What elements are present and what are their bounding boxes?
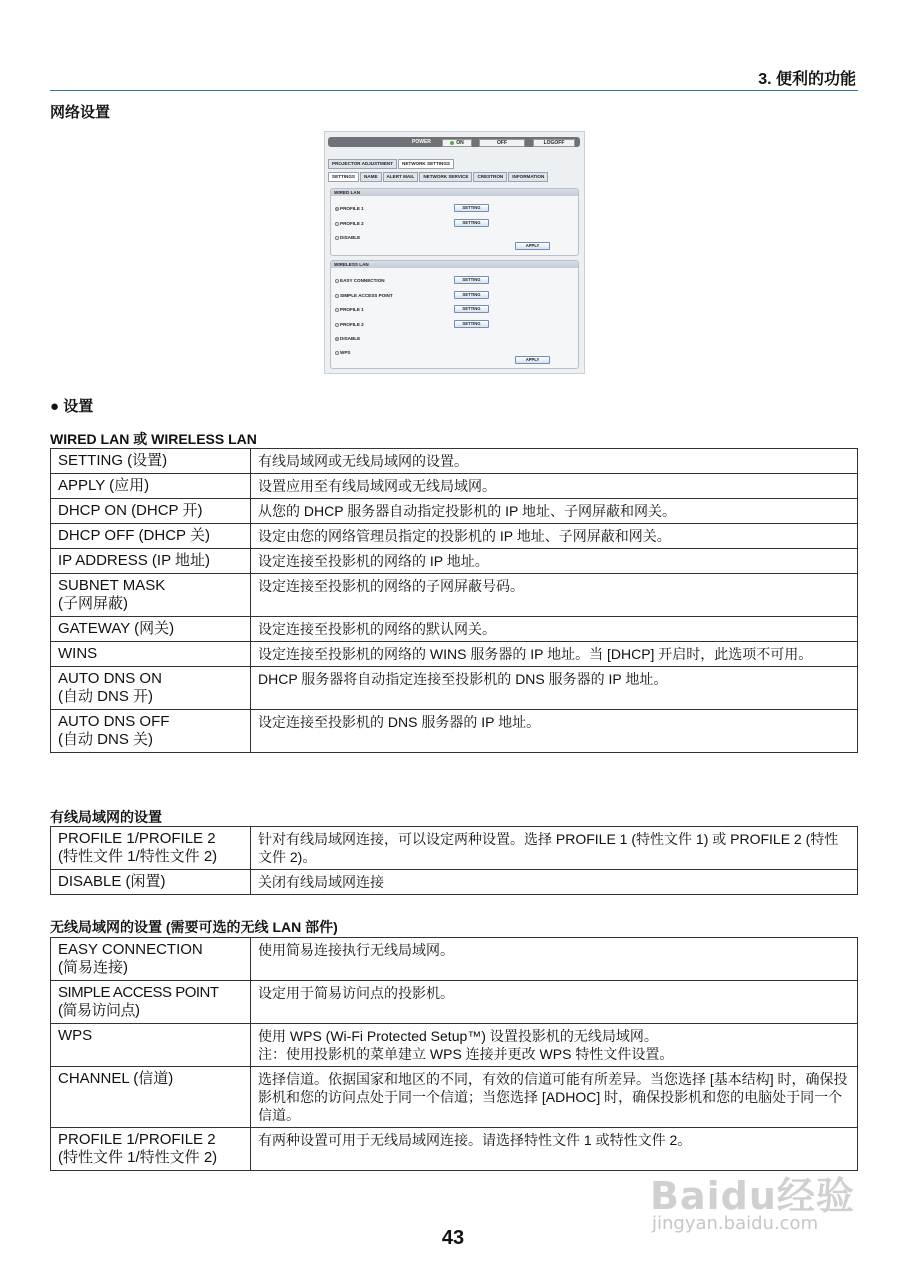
term-cell: APPLY (应用)	[51, 474, 251, 499]
table-row	[51, 710, 858, 753]
wireless-settings-table	[50, 937, 858, 1171]
power-label: POWER	[412, 139, 431, 145]
table-row	[51, 574, 858, 617]
power-off-button[interactable]: OFF	[479, 139, 525, 147]
wireless-profile1-radio[interactable]: PROFILE 1	[335, 307, 364, 312]
tab-projector-adjustment[interactable]: PROJECTOR ADJUSTMENT	[328, 159, 397, 169]
watermark-url: jingyan.baidu.com	[652, 1213, 819, 1234]
wireless-lan-title: WIRELESS LAN	[331, 261, 578, 268]
desc-cell: 设定连接至投影机的网络的 WINS 服务器的 IP 地址。当 [DHCP] 开启时，此选项不可用。	[251, 642, 858, 667]
wired-profile2-radio[interactable]: PROFILE 2	[335, 221, 364, 226]
tab-alert-mail[interactable]: ALERT MAIL	[383, 172, 419, 182]
wireless-easy-setting-button[interactable]: SETTING	[454, 276, 489, 284]
table-row	[51, 549, 858, 574]
watermark-logo: Baidu经验	[650, 1174, 855, 1218]
term-cell: DHCP ON (DHCP 开)	[51, 499, 251, 524]
desc-cell: 有线局域网或无线局域网的设置。	[251, 449, 858, 474]
radio-icon	[335, 308, 339, 312]
tab-network-settings[interactable]: NETWORK SETTINGS	[398, 159, 454, 169]
table-row	[51, 617, 858, 642]
wired-or-wireless-table	[50, 448, 858, 753]
desc-cell: 设定由您的网络管理员指定的投影机的 IP 地址、子网屏蔽和网关。	[251, 524, 858, 549]
radio-icon	[335, 222, 339, 226]
desc-cell: 使用 WPS (Wi-Fi Protected Setup™) 设置投影机的无线局域网。 注：使用投影机的菜单建立 WPS 连接并更改 WPS 特性文件设置。	[251, 1024, 858, 1067]
table-row	[51, 449, 858, 474]
desc-cell: 设定连接至投影机的 DNS 服务器的 IP 地址。	[251, 710, 858, 753]
term-cell: AUTO DNS OFF (自动 DNS 关)	[51, 710, 251, 753]
term-cell: CHANNEL (信道)	[51, 1067, 251, 1128]
term-cell: DISABLE (闲置)	[51, 870, 251, 895]
section-title-wireless-settings: 无线局域网的设置 (需要可选的无线 LAN 部件)	[50, 919, 338, 935]
radio-icon	[335, 279, 339, 283]
watermark	[650, 1165, 860, 1245]
desc-cell: 设定连接至投影机的网络的子网屏蔽号码。	[251, 574, 858, 617]
desc-cell: DHCP 服务器将自动指定连接至投影机的 DNS 服务器的 IP 地址。	[251, 667, 858, 710]
term-cell: IP ADDRESS (IP 地址)	[51, 549, 251, 574]
wired-profile1-radio[interactable]: PROFILE 1	[335, 206, 364, 211]
desc-cell: 设置应用至有线局域网或无线局域网。	[251, 474, 858, 499]
table-row	[51, 827, 858, 870]
table-row	[51, 642, 858, 667]
table-row	[51, 981, 858, 1024]
page-heading: 网络设置	[50, 104, 111, 121]
term-cell: PROFILE 1/PROFILE 2 (特性文件 1/特性文件 2)	[51, 1128, 251, 1171]
wireless-lan-group	[330, 260, 579, 369]
wired-settings-table	[50, 826, 858, 895]
desc-cell: 从您的 DHCP 服务器自动指定投影机的 IP 地址、子网屏蔽和网关。	[251, 499, 858, 524]
wireless-disable-radio[interactable]: DISABLE	[335, 336, 360, 341]
wireless-apply-button[interactable]: APPLY	[515, 356, 550, 364]
term-cell: AUTO DNS ON (自动 DNS 开)	[51, 667, 251, 710]
radio-icon	[335, 294, 339, 298]
power-on-button[interactable]: ON	[442, 139, 472, 147]
wired-profile1-setting-button[interactable]: SETTING	[454, 204, 489, 212]
logoff-button[interactable]: LOGOFF	[533, 139, 575, 147]
tab-network-service[interactable]: NETWORK SERVICE	[419, 172, 472, 182]
table-row	[51, 499, 858, 524]
section-title-wired-settings: 有线局域网的设置	[50, 809, 162, 825]
wireless-easy-radio[interactable]: EASY CONNECTION	[335, 278, 385, 283]
tab-name[interactable]: NAME	[360, 172, 382, 182]
chapter-title: 3. 便利的功能	[758, 71, 856, 88]
term-cell: WINS	[51, 642, 251, 667]
wired-disable-radio[interactable]: DISABLE	[335, 235, 360, 240]
power-status-icon	[450, 141, 454, 145]
wired-profile2-setting-button[interactable]: SETTING	[454, 219, 489, 227]
tab-crestron[interactable]: CRESTRON	[473, 172, 507, 182]
term-cell: SUBNET MASK (子网屏蔽)	[51, 574, 251, 617]
term-cell: PROFILE 1/PROFILE 2 (特性文件 1/特性文件 2)	[51, 827, 251, 870]
desc-cell: 设定连接至投影机的网络的 IP 地址。	[251, 549, 858, 574]
tab-settings[interactable]: SETTINGS	[328, 172, 359, 182]
term-cell: GATEWAY (网关)	[51, 617, 251, 642]
table-row	[51, 870, 858, 895]
wired-apply-button[interactable]: APPLY	[515, 242, 550, 250]
desc-cell: 针对有线局域网连接，可以设定两种设置。选择 PROFILE 1 (特性文件 1) 或 PROFILE 2 (特性文件 2)。	[251, 827, 858, 870]
radio-selected-icon	[335, 337, 339, 341]
network-settings-screenshot	[324, 131, 585, 374]
radio-icon	[335, 323, 339, 327]
tab-information[interactable]: INFORMATION	[508, 172, 548, 182]
settings-bullet-heading: ● 设置	[50, 398, 94, 415]
radio-icon	[335, 236, 339, 240]
main-tabs	[328, 159, 454, 169]
table-row	[51, 524, 858, 549]
sub-tabs	[328, 172, 548, 182]
page-number: 43	[441, 1227, 465, 1249]
term-cell: SIMPLE ACCESS POINT (简易访问点)	[51, 981, 251, 1024]
header-rule	[50, 90, 858, 91]
section-title-wired-or-wireless: WIRED LAN 或 WIRELESS LAN	[50, 431, 257, 447]
desc-cell: 设定用于简易访问点的投影机。	[251, 981, 858, 1024]
wireless-profile2-radio[interactable]: PROFILE 2	[335, 322, 364, 327]
radio-icon	[335, 351, 339, 355]
term-cell: EASY CONNECTION (简易连接)	[51, 938, 251, 981]
wireless-simple-setting-button[interactable]: SETTING	[454, 291, 489, 299]
wireless-simple-radio[interactable]: SIMPLE ACCESS POINT	[335, 293, 393, 298]
table-row	[51, 1024, 858, 1067]
table-row	[51, 474, 858, 499]
wired-lan-group	[330, 188, 579, 256]
wireless-profile1-setting-button[interactable]: SETTING	[454, 305, 489, 313]
desc-cell: 选择信道。依据国家和地区的不同，有效的信道可能有所差异。当您选择 [基本结构] 时，确保投影机和您的访问点处于同一个信道；当您选择 [ADHOC] 时，确保投影机和您的电脑处于同一个信道。	[251, 1067, 858, 1128]
term-cell: DHCP OFF (DHCP 关)	[51, 524, 251, 549]
wireless-profile2-setting-button[interactable]: SETTING	[454, 320, 489, 328]
desc-cell: 有两种设置可用于无线局域网连接。请选择特性文件 1 或特性文件 2。	[251, 1128, 858, 1171]
radio-selected-icon	[335, 207, 339, 211]
desc-cell: 使用简易连接执行无线局域网。	[251, 938, 858, 981]
table-row	[51, 667, 858, 710]
table-row	[51, 1067, 858, 1128]
wireless-wps-radio[interactable]: WPS	[335, 350, 350, 355]
power-bar	[328, 137, 580, 147]
table-row	[51, 938, 858, 981]
desc-cell: 关闭有线局域网连接	[251, 870, 858, 895]
desc-cell: 设定连接至投影机的网络的默认网关。	[251, 617, 858, 642]
term-cell: WPS	[51, 1024, 251, 1067]
term-cell: SETTING (设置)	[51, 449, 251, 474]
wired-lan-title: WIRED LAN	[331, 189, 578, 196]
